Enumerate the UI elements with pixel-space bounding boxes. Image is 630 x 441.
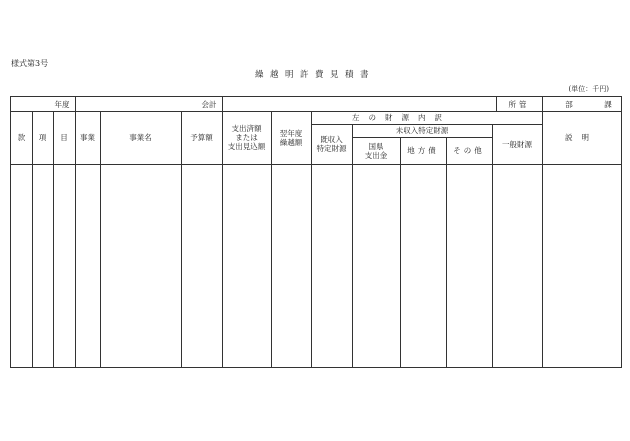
header-kou: 項	[38, 133, 47, 142]
header-kokken: 国県 支出金	[364, 141, 388, 160]
form-number-label: 様式第3号	[11, 59, 49, 68]
header-fund-breakdown: 左の財源内訳	[352, 113, 451, 122]
year-label: 年度	[54, 99, 70, 109]
unit-label: (単位：千円)	[568, 85, 609, 93]
header-yosan-gaku: 予算額	[190, 133, 213, 142]
header-shishutsu: 支出済額 または 支出見込額	[227, 124, 266, 151]
department-label: 部	[565, 99, 573, 109]
header-jigyou-mei: 事業名	[129, 133, 152, 142]
header-mishuunyuu: 未収入特定財源	[395, 126, 449, 135]
estimate-table	[10, 96, 622, 368]
header-setsumei: 説明	[565, 133, 598, 142]
header-moku: 目	[60, 133, 68, 142]
department-start-divider	[542, 97, 543, 112]
account-end-divider	[222, 97, 223, 112]
account-label: 会計	[201, 99, 217, 109]
header-chihousai: 地方債	[407, 146, 439, 155]
jurisdiction-label: 所管	[508, 99, 530, 109]
column-rule	[400, 137, 401, 367]
column-rule	[446, 137, 447, 367]
year-account-divider	[75, 97, 76, 112]
header-ippan: 一般財源	[502, 139, 532, 149]
header-yokunendo: 翌年度 繰越額	[279, 128, 303, 147]
header-kan: 款	[17, 133, 26, 142]
section-label: 課	[604, 99, 612, 109]
document-title: 繰越明許費見積書	[254, 70, 375, 80]
header-sonota: その他	[453, 146, 485, 155]
header-jigyou: 事業	[80, 133, 95, 142]
column-header-divider	[11, 164, 621, 165]
header-kishuunyuu: 既収入 特定財源	[316, 135, 347, 153]
